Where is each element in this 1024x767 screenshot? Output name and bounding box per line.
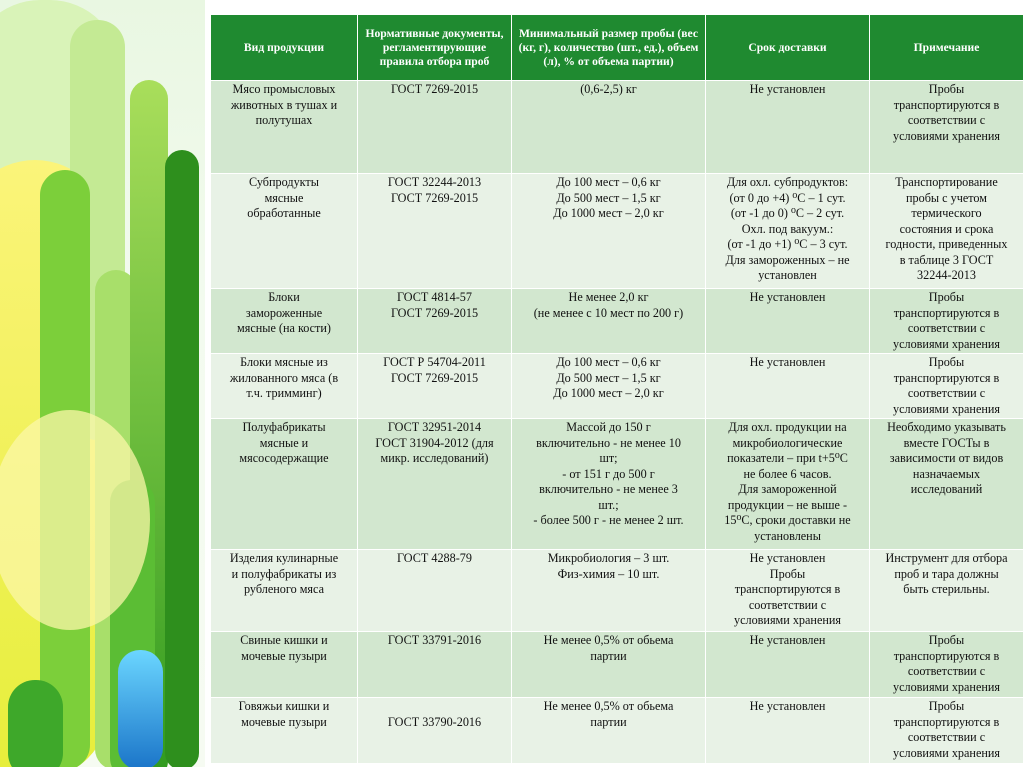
cell-documents: ГОСТ 33791-2016 [358, 632, 512, 698]
cell-product: Говяжьи кишки и мочевые пузыри [211, 698, 358, 764]
cell-sample: Не менее 0,5% от обьема партии [512, 632, 706, 698]
cell-documents: ГОСТ 4288-79 [358, 550, 512, 632]
cell-product: Мясо промысловых животных в тушах и полутушах [211, 81, 358, 174]
cell-note: Инструмент для отбора проб и тара должны быть стерильны. [870, 550, 1024, 632]
table-row [211, 354, 1024, 419]
table-row [211, 550, 1024, 632]
table-row [211, 698, 1024, 764]
decorative-background [0, 0, 205, 767]
cell-delivery: Не установлен Пробы транспортируются в соответствии с условиями хранения [706, 550, 870, 632]
header-product: Вид продукции [211, 15, 358, 81]
cell-documents: ГОСТ Р 54704-2011 ГОСТ 7269-2015 [358, 354, 512, 419]
cell-product: Полуфабрикаты мясные и мясосодержащие [211, 419, 358, 550]
cell-delivery: Не установлен [706, 632, 870, 698]
table-row [211, 632, 1024, 698]
cell-sample: (0,6-2,5) кг [512, 81, 706, 174]
green-bars-illustration [0, 0, 205, 767]
cell-delivery: Для охл. продукции на микробиологические показатели – при t+5⁰С не более 6 часов. Для замороженной продукции – не выше - 15⁰С, сроки доставки не установлены [706, 419, 870, 550]
cell-sample: Микробиология – 3 шт. Физ-химия – 10 шт. [512, 550, 706, 632]
cell-delivery: Не установлен [706, 354, 870, 419]
table-row [211, 81, 1024, 174]
table-row [211, 174, 1024, 289]
header-documents: Нормативные документы, регламентирующие правила отбора проб [358, 15, 512, 81]
cell-delivery: Для охл. субпродуктов: (от 0 до +4) ⁰С – 1 сут. (от -1 до 0) ⁰С – 2 сут. Охл. под вакуум.: (от -1 до +1) ⁰С – 3 сут. Для замороженных – не установлен [706, 174, 870, 289]
cell-product: Субпродукты мясные обработанные [211, 174, 358, 289]
header-note: Примечание [870, 15, 1024, 81]
cell-product: Блоки мясные из жилованного мяса (в т.ч. тримминг) [211, 354, 358, 419]
table-row [211, 419, 1024, 550]
cell-delivery: Не установлен [706, 81, 870, 174]
cell-note: Транспортирование пробы с учетом термического состояния и срока годности, приведенных в таблице 3 ГОСТ 32244-2013 [870, 174, 1024, 289]
cell-product: Изделия кулинарные и полуфабрикаты из рубленого мяса [211, 550, 358, 632]
cell-sample: До 100 мест – 0,6 кг До 500 мест – 1,5 кг До 1000 мест – 2,0 кг [512, 174, 706, 289]
header-sample-size: Минимальный размер пробы (вес (кг, г), количество (шт., ед.), объем (л), % от объема партии) [512, 15, 706, 81]
table-header-row [211, 15, 1024, 81]
header-delivery: Срок доставки [706, 15, 870, 81]
cell-documents: ГОСТ 33790-2016 [358, 698, 512, 764]
cell-product: Свиные кишки и мочевые пузыри [211, 632, 358, 698]
cell-note: Пробы транспортируются в соответствии с условиями хранения [870, 632, 1024, 698]
cell-documents: ГОСТ 7269-2015 [358, 81, 512, 174]
cell-note: Необходимо указывать вместе ГОСТы в зависимости от видов назначаемых исследований [870, 419, 1024, 550]
cell-note: Пробы транспортируются в соответствии с условиями хранения [870, 81, 1024, 174]
sampling-table [210, 14, 1024, 764]
table-row [211, 289, 1024, 354]
cell-product: Блоки замороженные мясные (на кости) [211, 289, 358, 354]
cell-documents: ГОСТ 32244-2013 ГОСТ 7269-2015 [358, 174, 512, 289]
cell-note: Пробы транспортируются в соответствии с условиями хранения [870, 289, 1024, 354]
cell-delivery: Не установлен [706, 698, 870, 764]
cell-delivery: Не установлен [706, 289, 870, 354]
cell-sample: Массой до 150 г включительно - не менее 10 шт; - от 151 г до 500 г включительно - не менее 3 шт.; - более 500 г - не менее 2 шт. [512, 419, 706, 550]
cell-note: Пробы транспортируются в соответствии с условиями хранения [870, 354, 1024, 419]
cell-sample: Не менее 0,5% от обьема партии [512, 698, 706, 764]
cell-sample: До 100 мест – 0,6 кг До 500 мест – 1,5 кг До 1000 мест – 2,0 кг [512, 354, 706, 419]
cell-documents: ГОСТ 4814-57 ГОСТ 7269-2015 [358, 289, 512, 354]
cell-note: Пробы транспортируются в соответствии с условиями хранения [870, 698, 1024, 764]
cell-documents: ГОСТ 32951-2014 ГОСТ 31904-2012 (для микр. исследований) [358, 419, 512, 550]
cell-sample: Не менее 2,0 кг (не менее с 10 мест по 200 г) [512, 289, 706, 354]
slide [205, 0, 1024, 767]
